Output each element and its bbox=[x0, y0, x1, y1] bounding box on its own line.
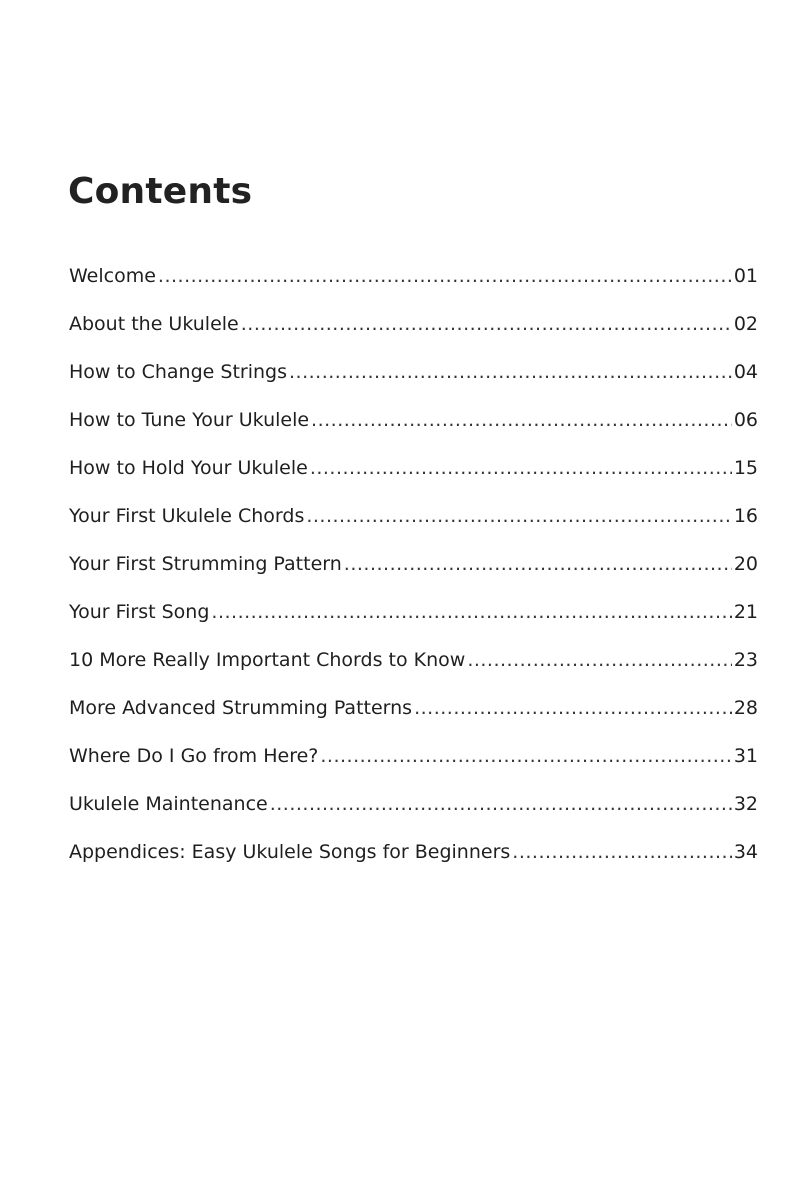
toc-entry-title: How to Change Strings bbox=[69, 361, 287, 383]
toc-entry-page: 31 bbox=[733, 745, 758, 767]
toc-entry[interactable] bbox=[69, 358, 758, 406]
dot-leader bbox=[289, 358, 732, 386]
toc-entry[interactable] bbox=[69, 646, 758, 694]
toc-entry-page: 23 bbox=[733, 649, 758, 671]
toc-entry-page: 04 bbox=[733, 361, 758, 383]
toc-entry[interactable] bbox=[69, 742, 758, 790]
page-title: Contents bbox=[68, 171, 253, 212]
toc-entry-page: 16 bbox=[733, 505, 758, 527]
dot-leader bbox=[311, 406, 732, 434]
toc-entry-page: 32 bbox=[733, 793, 758, 815]
dot-leader bbox=[158, 262, 732, 290]
toc-entry[interactable] bbox=[69, 838, 758, 886]
toc-entry-page: 02 bbox=[733, 313, 758, 335]
dot-leader bbox=[512, 838, 732, 866]
toc-entry-title: Ukulele Maintenance bbox=[69, 793, 268, 815]
toc-entry-page: 15 bbox=[733, 457, 758, 479]
toc-entry-title: Your First Strumming Pattern bbox=[69, 553, 342, 575]
table-of-contents bbox=[69, 262, 758, 886]
toc-entry-title: Your First Ukulele Chords bbox=[69, 505, 305, 527]
toc-entry-page: 06 bbox=[733, 409, 758, 431]
toc-entry-title: Appendices: Easy Ukulele Songs for Beginners bbox=[69, 841, 511, 863]
dot-leader bbox=[344, 550, 732, 578]
toc-entry-title: About the Ukulele bbox=[69, 313, 239, 335]
toc-entry[interactable] bbox=[69, 502, 758, 550]
toc-entry-page: 21 bbox=[733, 601, 758, 623]
dot-leader bbox=[467, 646, 732, 674]
toc-entry[interactable] bbox=[69, 598, 758, 646]
toc-entry-title: More Advanced Strumming Patterns bbox=[69, 697, 413, 719]
toc-entry-title: How to Tune Your Ukulele bbox=[69, 409, 310, 431]
toc-entry[interactable] bbox=[69, 262, 758, 310]
toc-entry-page: 01 bbox=[733, 265, 758, 287]
dot-leader bbox=[241, 310, 732, 338]
toc-entry-page: 20 bbox=[733, 553, 758, 575]
dot-leader bbox=[270, 790, 732, 818]
toc-entry-page: 34 bbox=[733, 841, 758, 863]
dot-leader bbox=[310, 454, 732, 482]
dot-leader bbox=[414, 694, 732, 722]
toc-entry[interactable] bbox=[69, 790, 758, 838]
toc-entry-title: Welcome bbox=[69, 265, 156, 287]
toc-entry-page: 28 bbox=[733, 697, 758, 719]
toc-entry[interactable] bbox=[69, 454, 758, 502]
dot-leader bbox=[306, 502, 731, 530]
toc-entry[interactable] bbox=[69, 694, 758, 742]
toc-entry-title: Where Do I Go from Here? bbox=[69, 745, 319, 767]
dot-leader bbox=[320, 742, 731, 770]
toc-entry-title: 10 More Really Important Chords to Know bbox=[69, 649, 466, 671]
toc-entry[interactable] bbox=[69, 550, 758, 598]
dot-leader bbox=[211, 598, 731, 626]
toc-entry[interactable] bbox=[69, 406, 758, 454]
toc-entry-title: Your First Song bbox=[69, 601, 210, 623]
toc-entry[interactable] bbox=[69, 310, 758, 358]
toc-entry-title: How to Hold Your Ukulele bbox=[69, 457, 308, 479]
